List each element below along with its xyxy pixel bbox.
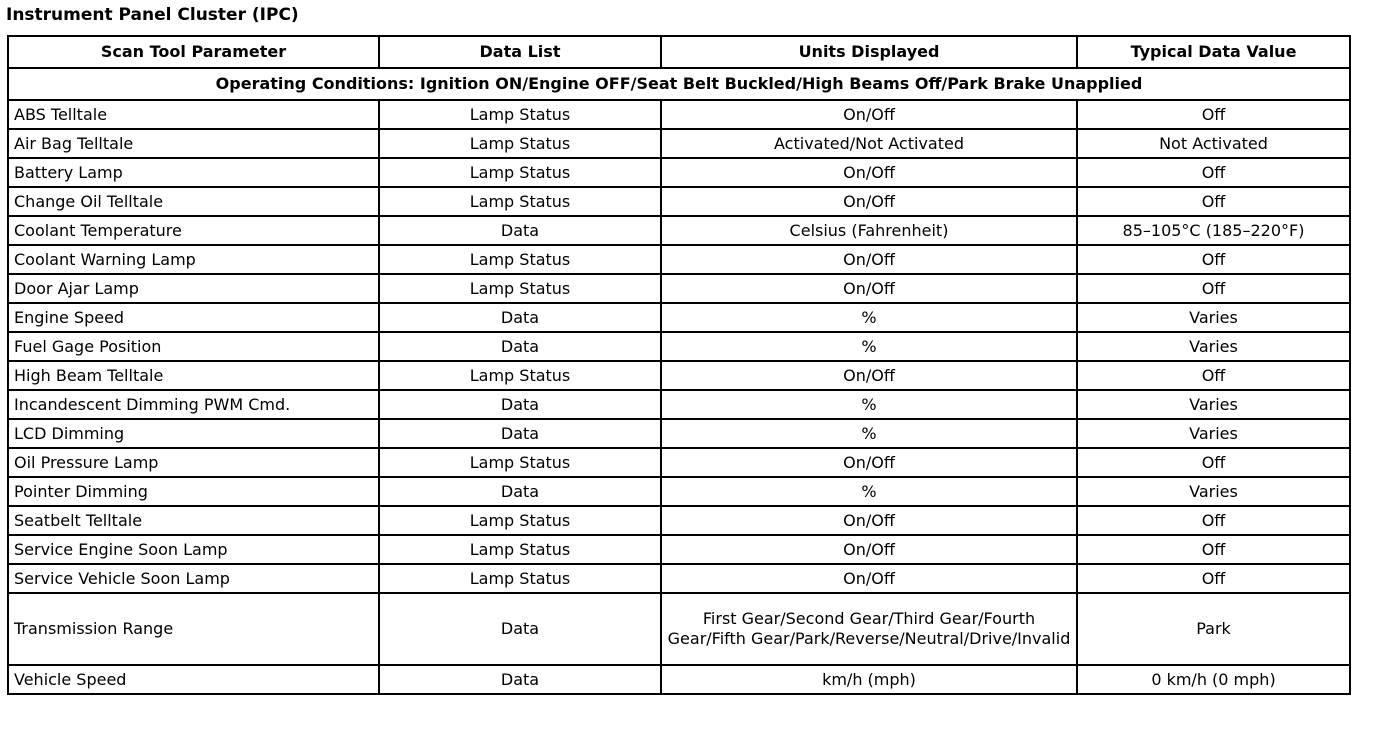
cell-scan-tool-parameter: Fuel Gage Position	[8, 332, 379, 361]
cell-data-list: Lamp Status	[379, 361, 661, 390]
cell-data-list: Lamp Status	[379, 245, 661, 274]
table-row	[8, 593, 1350, 665]
cell-data-list: Data	[379, 593, 661, 665]
cell-units-displayed: First Gear/Second Gear/Third Gear/Fourth Gear/Fifth Gear/Park/Reverse/Neutral/Drive/Invalid	[661, 593, 1077, 665]
cell-scan-tool-parameter: Vehicle Speed	[8, 665, 379, 694]
table-row	[8, 535, 1350, 564]
table-row	[8, 216, 1350, 245]
cell-typical-data-value: Park	[1077, 593, 1350, 665]
cell-units-displayed: On/Off	[661, 361, 1077, 390]
cell-units-displayed: km/h (mph)	[661, 665, 1077, 694]
cell-typical-data-value: Off	[1077, 245, 1350, 274]
cell-units-displayed: %	[661, 332, 1077, 361]
ipc-data-table	[7, 35, 1351, 695]
cell-scan-tool-parameter: Coolant Warning Lamp	[8, 245, 379, 274]
cell-units-displayed: %	[661, 477, 1077, 506]
cell-data-list: Data	[379, 419, 661, 448]
cell-data-list: Data	[379, 332, 661, 361]
cell-typical-data-value: Off	[1077, 158, 1350, 187]
cell-units-displayed: On/Off	[661, 158, 1077, 187]
cell-units-displayed: %	[661, 419, 1077, 448]
cell-scan-tool-parameter: ABS Telltale	[8, 100, 379, 129]
cell-data-list: Lamp Status	[379, 564, 661, 593]
cell-units-displayed: Celsius (Fahrenheit)	[661, 216, 1077, 245]
cell-typical-data-value: Not Activated	[1077, 129, 1350, 158]
cell-units-displayed: %	[661, 390, 1077, 419]
cell-typical-data-value: Off	[1077, 448, 1350, 477]
table-row	[8, 665, 1350, 694]
cell-units-displayed: On/Off	[661, 448, 1077, 477]
table-header-row	[8, 36, 1350, 68]
cell-units-displayed: On/Off	[661, 564, 1077, 593]
cell-scan-tool-parameter: Coolant Temperature	[8, 216, 379, 245]
table-row	[8, 390, 1350, 419]
cell-units-displayed: On/Off	[661, 506, 1077, 535]
table-row	[8, 448, 1350, 477]
cell-scan-tool-parameter: Pointer Dimming	[8, 477, 379, 506]
cell-data-list: Data	[379, 216, 661, 245]
cell-scan-tool-parameter: LCD Dimming	[8, 419, 379, 448]
table-row	[8, 274, 1350, 303]
cell-scan-tool-parameter: Change Oil Telltale	[8, 187, 379, 216]
table-row	[8, 477, 1350, 506]
cell-typical-data-value: Varies	[1077, 477, 1350, 506]
cell-scan-tool-parameter: Incandescent Dimming PWM Cmd.	[8, 390, 379, 419]
header-typical-data-value: Typical Data Value	[1077, 36, 1350, 68]
table-row	[8, 187, 1350, 216]
cell-scan-tool-parameter: High Beam Telltale	[8, 361, 379, 390]
cell-scan-tool-parameter: Battery Lamp	[8, 158, 379, 187]
cell-scan-tool-parameter: Service Engine Soon Lamp	[8, 535, 379, 564]
cell-typical-data-value: 85–105°C (185–220°F)	[1077, 216, 1350, 245]
header-units-displayed: Units Displayed	[661, 36, 1077, 68]
table-row	[8, 564, 1350, 593]
table-row	[8, 158, 1350, 187]
cell-typical-data-value: Varies	[1077, 390, 1350, 419]
table-row	[8, 245, 1350, 274]
cell-typical-data-value: Varies	[1077, 303, 1350, 332]
cell-scan-tool-parameter: Oil Pressure Lamp	[8, 448, 379, 477]
operating-conditions-row	[8, 68, 1350, 100]
cell-units-displayed: On/Off	[661, 100, 1077, 129]
table-row	[8, 100, 1350, 129]
cell-data-list: Data	[379, 477, 661, 506]
cell-units-displayed: %	[661, 303, 1077, 332]
cell-data-list: Data	[379, 665, 661, 694]
cell-typical-data-value: 0 km/h (0 mph)	[1077, 665, 1350, 694]
cell-scan-tool-parameter: Air Bag Telltale	[8, 129, 379, 158]
cell-typical-data-value: Varies	[1077, 419, 1350, 448]
cell-scan-tool-parameter: Service Vehicle Soon Lamp	[8, 564, 379, 593]
cell-typical-data-value: Off	[1077, 100, 1350, 129]
cell-data-list: Lamp Status	[379, 187, 661, 216]
cell-units-displayed: Activated/Not Activated	[661, 129, 1077, 158]
cell-typical-data-value: Off	[1077, 361, 1350, 390]
cell-typical-data-value: Off	[1077, 274, 1350, 303]
cell-data-list: Lamp Status	[379, 448, 661, 477]
header-data-list: Data List	[379, 36, 661, 68]
cell-data-list: Lamp Status	[379, 274, 661, 303]
cell-scan-tool-parameter: Door Ajar Lamp	[8, 274, 379, 303]
table-row	[8, 332, 1350, 361]
cell-typical-data-value: Off	[1077, 506, 1350, 535]
operating-conditions: Operating Conditions: Ignition ON/Engine OFF/Seat Belt Buckled/High Beams Off/Park Brake Unapplied	[8, 68, 1350, 100]
cell-data-list: Lamp Status	[379, 158, 661, 187]
cell-units-displayed: On/Off	[661, 187, 1077, 216]
cell-scan-tool-parameter: Seatbelt Telltale	[8, 506, 379, 535]
cell-scan-tool-parameter: Engine Speed	[8, 303, 379, 332]
cell-data-list: Lamp Status	[379, 506, 661, 535]
cell-units-displayed: On/Off	[661, 245, 1077, 274]
cell-data-list: Lamp Status	[379, 129, 661, 158]
cell-data-list: Data	[379, 390, 661, 419]
page-title: Instrument Panel Cluster (IPC)	[6, 5, 299, 25]
cell-typical-data-value: Off	[1077, 187, 1350, 216]
cell-typical-data-value: Off	[1077, 535, 1350, 564]
cell-scan-tool-parameter: Transmission Range	[8, 593, 379, 665]
table-row	[8, 419, 1350, 448]
table-row	[8, 506, 1350, 535]
cell-units-displayed: On/Off	[661, 535, 1077, 564]
cell-data-list: Data	[379, 303, 661, 332]
cell-data-list: Lamp Status	[379, 100, 661, 129]
table-row	[8, 303, 1350, 332]
cell-typical-data-value: Varies	[1077, 332, 1350, 361]
table-row	[8, 129, 1350, 158]
cell-units-displayed: On/Off	[661, 274, 1077, 303]
table-row	[8, 361, 1350, 390]
header-scan-tool-parameter: Scan Tool Parameter	[8, 36, 379, 68]
cell-typical-data-value: Off	[1077, 564, 1350, 593]
cell-data-list: Lamp Status	[379, 535, 661, 564]
